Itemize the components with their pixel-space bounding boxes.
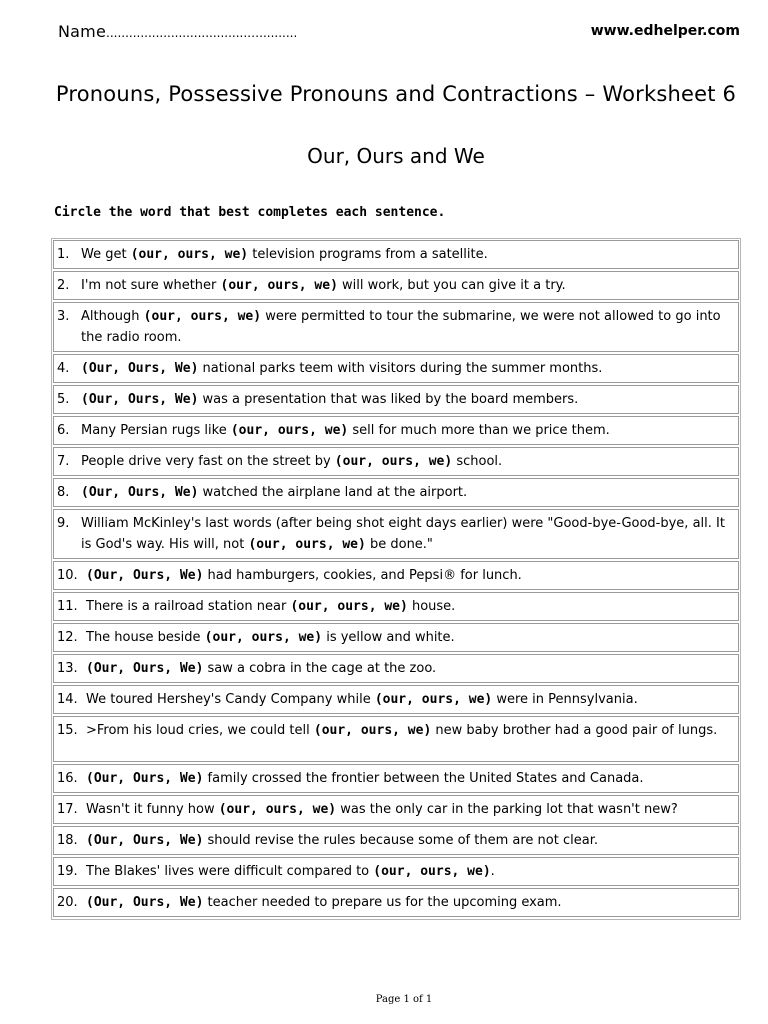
question-text: Although (our, ours, we) were permitted to tour the submarine, we were not allowed to go into the radio room.	[81, 309, 721, 345]
question-row	[53, 888, 739, 917]
question-text: (Our, Ours, We) family crossed the frontier between the United States and Canada.	[86, 771, 644, 786]
question-text: The house beside (our, ours, we) is yellow and white.	[86, 630, 455, 645]
question-row	[53, 826, 739, 855]
answer-choices[interactable]: (our, ours, we)	[374, 692, 493, 707]
question-text: William McKinley's last words (after being shot eight days earlier) were "Good-bye-Good-bye, all. It is God's way. His will, not (our, ours, we) be done."	[81, 516, 725, 552]
question-number: 4.	[57, 361, 70, 376]
question-text: (Our, Ours, We) national parks teem with visitors during the summer months.	[81, 361, 603, 376]
question-row	[53, 302, 739, 352]
question-row	[53, 271, 739, 300]
question-number: 2.	[57, 278, 70, 293]
answer-choices[interactable]: (Our, Ours, We)	[86, 568, 204, 583]
question-number: 6.	[57, 423, 70, 438]
question-text: Many Persian rugs like (our, ours, we) sell for much more than we price them.	[81, 423, 610, 438]
question-text: >From his loud cries, we could tell (our, ours, we) new baby brother had a good pair of lungs.	[86, 723, 718, 738]
name-line: .....................................…..........	[106, 26, 298, 40]
question-text: We toured Hershey's Candy Company while (our, ours, we) were in Pennsylvania.	[86, 692, 638, 707]
question-number: 1.	[57, 247, 70, 262]
question-row	[53, 857, 739, 886]
question-number: 9.	[57, 516, 70, 531]
question-number: 12.	[57, 630, 78, 645]
question-text: (Our, Ours, We) had hamburgers, cookies, and Pepsi® for lunch.	[86, 568, 522, 583]
question-text: (Our, Ours, We) watched the airplane land at the airport.	[81, 485, 468, 500]
answer-choices[interactable]: (our, ours, we)	[143, 309, 262, 324]
question-text: (Our, Ours, We) teacher needed to prepare us for the upcoming exam.	[86, 895, 562, 910]
question-number: 7.	[57, 454, 70, 469]
answer-choices[interactable]: (Our, Ours, We)	[86, 833, 204, 848]
page-number: Page 1 of 1	[375, 994, 433, 1005]
question-number: 11.	[57, 599, 78, 614]
question-text: We get (our, ours, we) television programs from a satellite.	[81, 247, 488, 262]
answer-choices[interactable]: (our, ours, we)	[248, 537, 366, 552]
question-row	[53, 416, 739, 445]
question-row	[53, 385, 739, 414]
question-row	[53, 685, 739, 714]
question-row	[53, 716, 739, 762]
answer-choices[interactable]: (our, ours, we)	[230, 423, 349, 438]
answer-choices[interactable]: (our, ours, we)	[220, 278, 338, 293]
question-text: The Blakes' lives were difficult compared to (our, ours, we).	[86, 864, 495, 879]
answer-choices[interactable]: (Our, Ours, We)	[86, 895, 204, 910]
question-number: 3.	[57, 309, 70, 324]
question-text: (Our, Ours, We) saw a cobra in the cage at the zoo.	[86, 661, 437, 676]
answer-choices[interactable]: (Our, Ours, We)	[86, 661, 204, 676]
question-row	[53, 561, 739, 590]
question-number: 8.	[57, 485, 70, 500]
answer-choices[interactable]: (Our, Ours, We)	[81, 392, 199, 407]
answer-choices[interactable]: (our, ours, we)	[204, 630, 323, 645]
answer-choices[interactable]: (our, ours, we)	[130, 247, 249, 262]
question-row	[53, 623, 739, 652]
answer-choices[interactable]: (our, ours, we)	[373, 864, 491, 879]
answer-choices[interactable]: (our, ours, we)	[313, 723, 432, 738]
worksheet-title: Pronouns, Possessive Pronouns and Contractions – Worksheet 6	[55, 82, 737, 106]
question-row	[53, 447, 739, 476]
question-number: 18.	[57, 833, 78, 848]
question-row	[53, 240, 739, 269]
name-label: Name	[58, 22, 107, 41]
question-number: 20.	[57, 895, 78, 910]
site-url: www.edhelper.com	[590, 23, 740, 39]
question-row	[53, 654, 739, 683]
question-text: There is a railroad station near (our, ours, we) house.	[86, 599, 456, 614]
instructions: Circle the word that best completes each sentence.	[54, 205, 446, 220]
question-row	[53, 795, 739, 824]
question-number: 19.	[57, 864, 78, 879]
question-row	[53, 354, 739, 383]
answer-choices[interactable]: (our, ours, we)	[334, 454, 453, 469]
question-number: 10.	[57, 568, 78, 583]
question-number: 14.	[57, 692, 78, 707]
answer-choices[interactable]: (Our, Ours, We)	[81, 485, 199, 500]
question-text: Wasn't it funny how (our, ours, we) was the only car in the parking lot that wasn't new?	[86, 802, 678, 817]
question-text: People drive very fast on the street by (our, ours, we) school.	[81, 454, 503, 469]
question-text: (Our, Ours, We) should revise the rules because some of them are not clear.	[86, 833, 598, 848]
question-number: 15.	[57, 723, 78, 738]
question-row	[53, 478, 739, 507]
name-field[interactable]	[58, 22, 297, 41]
question-row	[53, 764, 739, 793]
answer-choices[interactable]: (our, ours, we)	[218, 802, 337, 817]
answer-choices[interactable]: (Our, Ours, We)	[81, 361, 199, 376]
question-number: 17.	[57, 802, 78, 817]
question-text: I'm not sure whether (our, ours, we) will work, but you can give it a try.	[81, 278, 566, 293]
answer-choices[interactable]: (Our, Ours, We)	[86, 771, 204, 786]
question-row	[53, 592, 739, 621]
answer-choices[interactable]: (our, ours, we)	[290, 599, 408, 614]
question-number: 5.	[57, 392, 70, 407]
question-number: 16.	[57, 771, 78, 786]
question-number: 13.	[57, 661, 78, 676]
worksheet-subtitle: Our, Ours and We	[307, 144, 485, 168]
question-text: (Our, Ours, We) was a presentation that was liked by the board members.	[81, 392, 579, 407]
question-table	[51, 238, 741, 920]
question-row	[53, 509, 739, 559]
